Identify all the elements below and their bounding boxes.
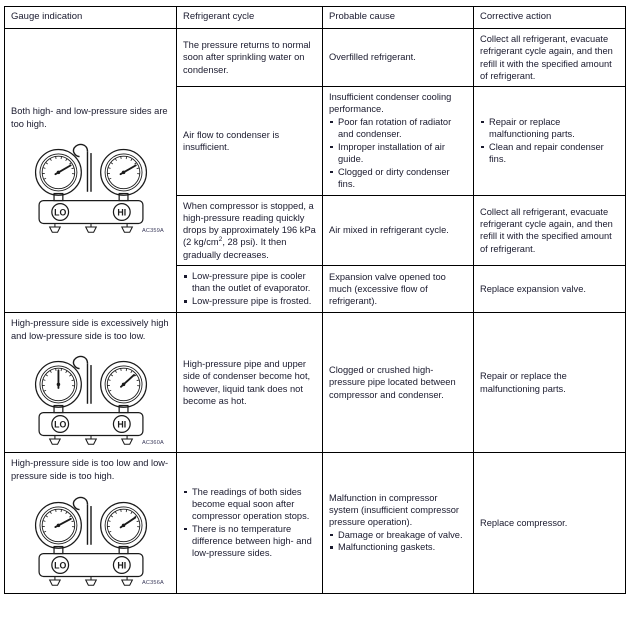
list-item: Improper installation of air guide.	[329, 141, 467, 166]
header-row	[5, 7, 626, 29]
probable-cause-cell	[323, 266, 474, 313]
refrigerant-cycle-cell	[177, 453, 323, 593]
gauge-indication-cell	[5, 29, 177, 313]
refrigerant-cycle-text: High-pressure pipe and upper side of condenser become hot, however, liquid tank does not become as hot.	[183, 358, 311, 406]
list-item: Repair or replace malfunctioning parts.	[480, 116, 619, 141]
corrective-action-bullet-list	[480, 116, 619, 166]
gauge-figure	[11, 135, 170, 236]
list-item: There is no temperature difference between high- and low-pressure sides.	[183, 523, 316, 560]
manifold-gauge-set-illustration	[25, 137, 157, 236]
figure-code-label: AC356A	[141, 580, 164, 587]
probable-cause-cell	[323, 29, 474, 87]
gauge-indication-label: Both high- and low-pressure sides are too high.	[11, 105, 168, 129]
corrective-action-cell	[474, 266, 626, 313]
probable-cause-bullet-list	[329, 116, 467, 191]
manifold-gauge-set-illustration	[25, 490, 157, 589]
corrective-action-cell	[474, 312, 626, 452]
corrective-action-text: Replace compressor.	[480, 517, 568, 528]
corrective-action-cell	[474, 87, 626, 196]
refrigerant-cycle-bullet-list	[183, 270, 316, 307]
probable-cause-bullet-list	[329, 529, 467, 554]
svg-text:LO: LO	[53, 207, 66, 218]
probable-cause-text: Insufficient condenser cooling performance.	[329, 92, 452, 115]
corrective-action-text: Repair or replace the malfunctioning parts.	[480, 371, 567, 394]
svg-text:HI: HI	[116, 419, 126, 430]
refrigerant-cycle-cell	[177, 312, 323, 452]
manifold-gauge-set-illustration	[25, 349, 157, 448]
probable-cause-text: Expansion valve opened too much (excessive flow of refrigerant).	[329, 271, 446, 307]
probable-cause-text: Overfilled refrigerant.	[329, 52, 416, 63]
figure-code-label: AC359A	[141, 227, 164, 234]
superscript-two: 2	[218, 236, 223, 244]
gauge-indication-cell	[5, 312, 177, 452]
table-header	[5, 7, 626, 29]
corrective-action-cell	[474, 195, 626, 265]
probable-cause-cell	[323, 312, 474, 452]
gauge-indication-label: High-pressure side is excessively high and low-pressure side is too low.	[11, 317, 169, 341]
refrigerant-cycle-cell	[177, 29, 323, 87]
refrigerant-cycle-cell	[177, 87, 323, 196]
gauge-indication-label: High-pressure side is too low and low-pressure side is too high.	[11, 458, 169, 482]
refrigerant-cycle-cell	[177, 266, 323, 313]
probable-cause-cell	[323, 87, 474, 196]
column-header-probable-cause: Probable cause	[323, 7, 474, 29]
column-header-gauge-indication: Gauge indication	[5, 7, 177, 29]
corrective-action-text: Replace expansion valve.	[480, 283, 586, 294]
table-row	[5, 453, 626, 593]
refrigerant-cycle-text: When compressor is stopped, a high-pressure reading quickly drops by approximately 196 kPa (2 $kg/cm^2$, 28 psi). It then gradually decreases.	[183, 200, 316, 260]
svg-text:HI: HI	[116, 560, 126, 571]
probable-cause-cell	[323, 195, 474, 265]
probable-cause-text: Air mixed in refrigerant cycle.	[329, 225, 449, 236]
list-item: Malfunctioning gaskets.	[329, 541, 467, 553]
svg-text:LO: LO	[53, 560, 66, 571]
list-item: Poor fan rotation of radiator and condenser.	[329, 116, 467, 141]
trouble-diagnosis-table	[4, 6, 626, 594]
probable-cause-text: Clogged or crushed high-pressure pipe located between compressor and condenser.	[329, 365, 456, 400]
corrective-action-cell	[474, 29, 626, 87]
corrective-action-text: Collect all refrigerant, evacuate refrigerant cycle again, and then refill it with the specified amount of refrigerant.	[480, 206, 613, 254]
refrigerant-cycle-cell	[177, 195, 323, 265]
column-header-refrigerant-cycle: Refrigerant cycle	[177, 7, 323, 29]
refrigerant-cycle-text: Air flow to condenser is insufficient.	[183, 129, 280, 152]
refrigerant-cycle-text: The pressure returns to normal soon after sprinkling water on condenser.	[183, 40, 311, 75]
probable-cause-text: Malfunction in compressor system (insufficient compressor pressure operation).	[329, 492, 460, 528]
figure-code-label: AC360A	[141, 439, 164, 446]
list-item: Damage or breakage of valve.	[329, 529, 467, 541]
list-item: Low-pressure pipe is frosted.	[183, 295, 316, 307]
table-row	[5, 312, 626, 452]
gauge-indication-cell	[5, 453, 177, 593]
list-item: Clogged or dirty condenser fins.	[329, 166, 467, 191]
svg-text:HI: HI	[116, 207, 126, 218]
svg-text:LO: LO	[53, 419, 66, 430]
corrective-action-cell	[474, 453, 626, 593]
gauge-figure	[11, 488, 170, 589]
gauge-figure	[11, 347, 170, 448]
table-body	[5, 29, 626, 594]
list-item: Clean and repair condenser fins.	[480, 141, 619, 166]
list-item: Low-pressure pipe is cooler than the outlet of evaporator.	[183, 270, 316, 295]
refrigerant-cycle-bullet-list	[183, 486, 316, 560]
column-header-corrective-action: Corrective action	[474, 7, 626, 29]
probable-cause-cell	[323, 453, 474, 593]
list-item: The readings of both sides become equal soon after compressor operation stops.	[183, 486, 316, 523]
corrective-action-text: Collect all refrigerant, evacuate refrigerant cycle again, and then refill it with the specified amount of refrigerant.	[480, 34, 613, 81]
table-row	[5, 29, 626, 87]
